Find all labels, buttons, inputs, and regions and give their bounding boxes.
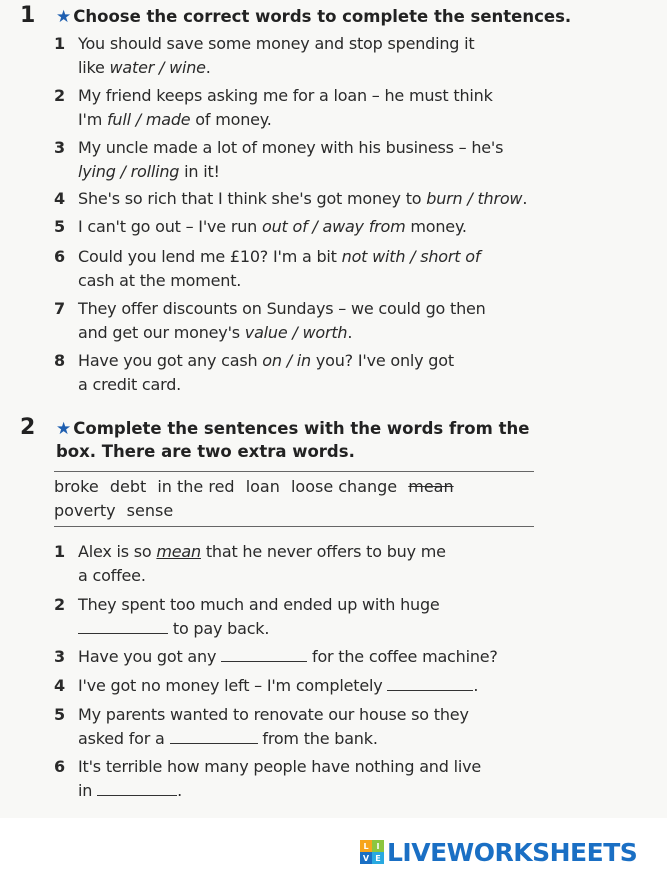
item-line: She's so rich that I think she's got money to burn / throw. xyxy=(78,189,528,208)
box-word: broke xyxy=(54,477,99,496)
item-line: It's terrible how many people have nothing and live xyxy=(78,757,481,776)
box-word: debt xyxy=(109,477,147,496)
item-number: 6 xyxy=(54,247,65,266)
item-line: They spent too much and ended up with huge xyxy=(78,595,440,614)
item-line: My uncle made a lot of money with his business – he's xyxy=(78,138,504,157)
item-line: cash at the moment. xyxy=(78,271,242,290)
exercise-2-instruction-cont: box. There are two extra words. xyxy=(56,442,355,461)
item-line: Alex is so mean that he never offers to buy me xyxy=(78,542,446,561)
item-line: Could you lend me £10? I'm a bit not with / short of xyxy=(78,247,481,266)
exercise-instruction: Complete the sentences with the words from the xyxy=(73,419,530,438)
exercise-2-header xyxy=(20,416,529,441)
item-number: 1 xyxy=(54,34,65,53)
answer-options[interactable]: value / worth xyxy=(244,323,348,342)
box-word: sense xyxy=(126,501,174,520)
item-line: in . xyxy=(78,781,182,800)
item-line: Have you got any for the coffee machine? xyxy=(78,647,498,666)
item-line: to pay back. xyxy=(78,617,548,641)
answer-options[interactable]: out of / away from xyxy=(261,217,406,236)
item-line: lying / rolling in it! xyxy=(78,162,220,181)
word-box xyxy=(54,471,534,527)
answer-blank[interactable] xyxy=(170,727,258,744)
exercise-number: 2 xyxy=(20,415,36,440)
item-number: 2 xyxy=(54,86,65,105)
item-line: and get our money's value / worth. xyxy=(78,323,353,342)
box-word: mean xyxy=(408,477,454,496)
word-box-line xyxy=(54,475,534,499)
exercise-instruction: Choose the correct words to complete the sentences. xyxy=(73,7,572,26)
item-line: I can't go out – I've run out of / away from money. xyxy=(78,217,467,236)
answer-blank[interactable] xyxy=(387,674,473,691)
item-line: My friend keeps asking me for a loan – he must think xyxy=(78,86,493,105)
answer-options[interactable]: burn / throw xyxy=(426,189,523,208)
word-box-line xyxy=(54,499,534,523)
item-line: You should save some money and stop spending it xyxy=(78,34,475,53)
item-line: a credit card. xyxy=(78,375,182,394)
answer-options[interactable]: full / made xyxy=(107,110,191,129)
box-word: loose change xyxy=(290,477,398,496)
logo-icon: L I V E xyxy=(360,840,384,864)
box-word: poverty xyxy=(54,501,116,520)
exercise-number: 1 xyxy=(20,3,36,28)
answer-options[interactable]: water / wine xyxy=(109,58,206,77)
example-answer: mean xyxy=(156,542,201,561)
item-number: 4 xyxy=(54,189,65,208)
answer-blank[interactable] xyxy=(221,645,307,662)
liveworksheets-logo xyxy=(360,832,637,872)
item-number: 5 xyxy=(54,705,65,724)
answer-options[interactable]: not with / short of xyxy=(341,247,481,266)
item-line: Have you got any cash on / in you? I've only got xyxy=(78,351,454,370)
answer-options[interactable]: on / in xyxy=(262,351,311,370)
item-number: 3 xyxy=(54,647,65,666)
answer-blank[interactable] xyxy=(78,617,168,634)
item-number: 2 xyxy=(54,595,65,614)
item-number: 5 xyxy=(54,217,65,236)
answer-blank[interactable] xyxy=(97,779,177,796)
item-line: They offer discounts on Sundays – we could go then xyxy=(78,299,486,318)
item-line: My parents wanted to renovate our house so they xyxy=(78,705,469,724)
item-line: I'm full / made of money. xyxy=(78,110,272,129)
item-number: 3 xyxy=(54,138,65,157)
box-word: in the red xyxy=(157,477,235,496)
item-number: 6 xyxy=(54,757,65,776)
star-icon: ★ xyxy=(56,419,72,439)
exercise-1-header xyxy=(20,4,571,29)
box-word: loan xyxy=(245,477,280,496)
answer-options[interactable]: lying / rolling xyxy=(78,162,180,181)
star-icon: ★ xyxy=(56,7,72,27)
item-line: I've got no money left – I'm completely . xyxy=(78,676,479,695)
item-number: 8 xyxy=(54,351,65,370)
item-line: like water / wine. xyxy=(78,58,211,77)
item-number: 1 xyxy=(54,542,65,561)
item-line: asked for a from the bank. xyxy=(78,729,378,748)
item-number: 4 xyxy=(54,676,65,695)
item-line: a coffee. xyxy=(78,566,146,585)
brand-name: LIVEWORKSHEETS xyxy=(387,837,638,867)
item-number: 7 xyxy=(54,299,65,318)
